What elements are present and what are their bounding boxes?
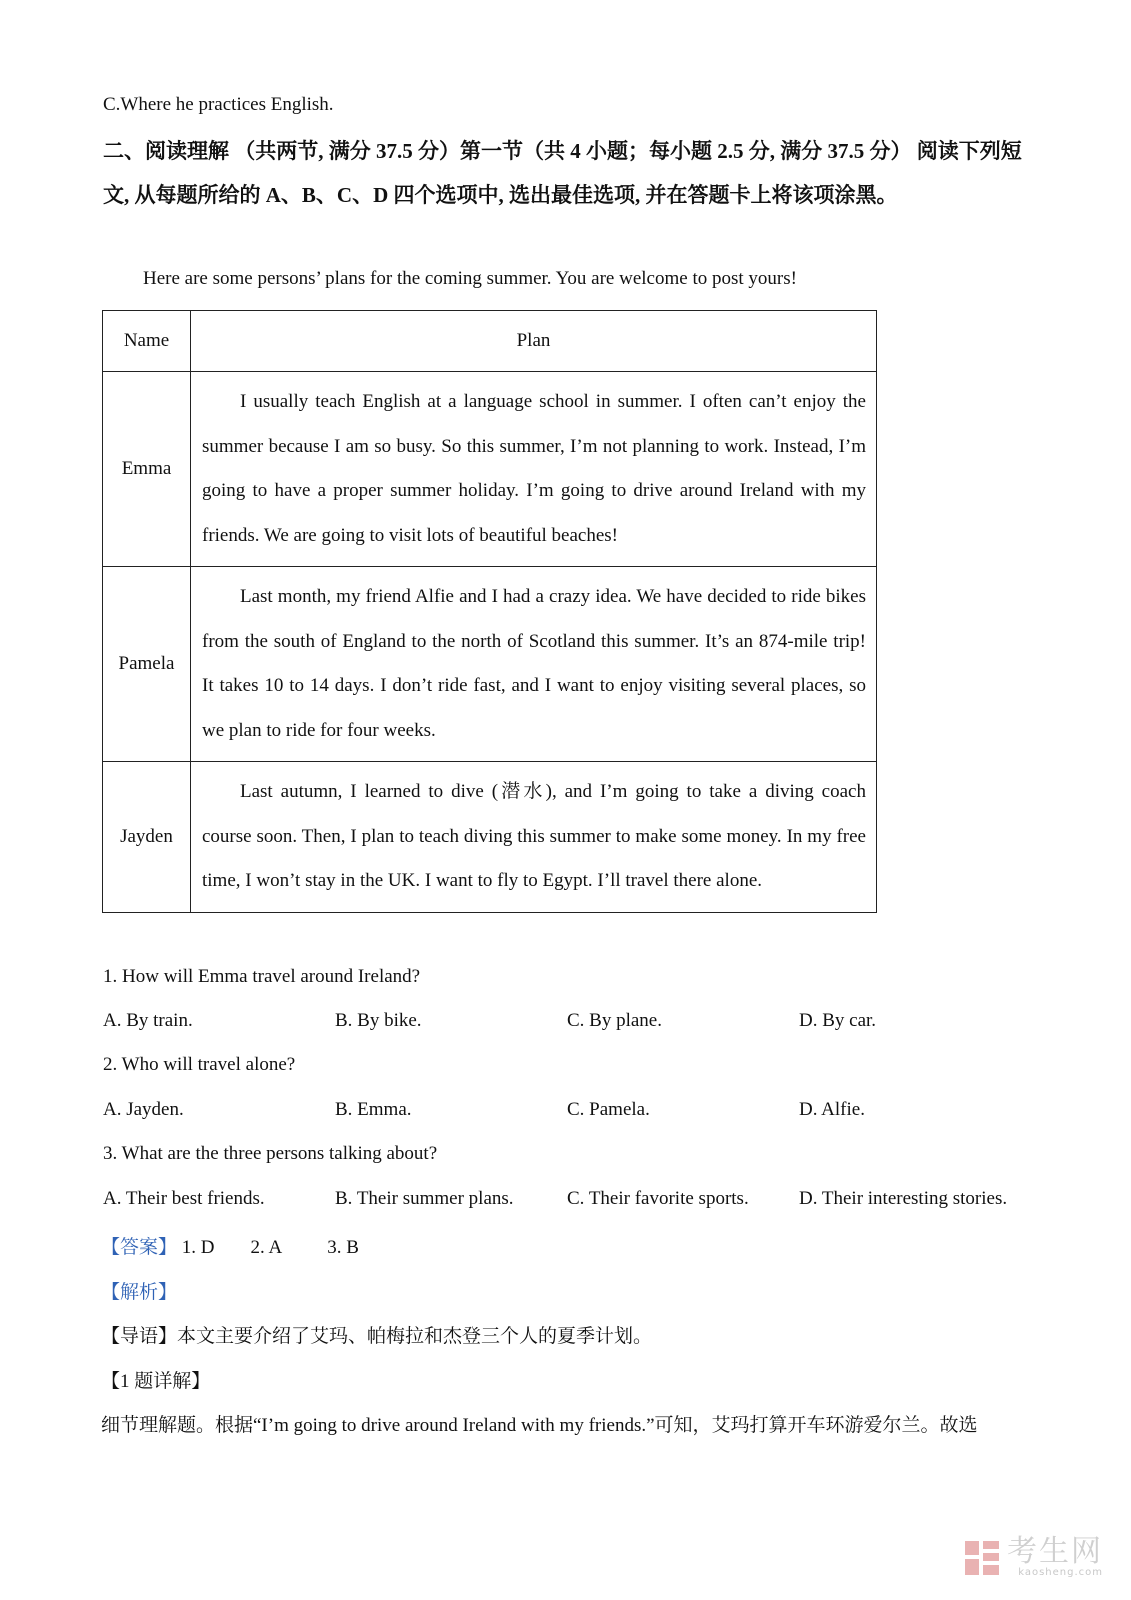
passage-intro: Here are some persons’ plans for the coming summer. You are welcome to post yours! [143,268,797,289]
table-row [103,567,877,762]
table-row [103,372,877,567]
analysis-tag: 【解析】 [101,1282,178,1303]
q3-option-c: C. Their favorite sports. [567,1188,749,1209]
row-plan: Last month, my friend Alfie and I had a crazy idea. We have decided to ride bikes from the south of England to the north of Scotland this summer. It’s an 874-mile trip! It takes 10 to 14 days. I don’t ride fast, and I want to enjoy visiting several places, so we plan to ride for four weeks. [191,567,877,762]
q1-option-d: D. By car. [799,1010,877,1031]
q1-option-a: A. By train. [103,1010,193,1031]
q2-option-d: D. Alfie. [799,1099,865,1120]
watermark-sub: kaosheng.com [1018,1567,1103,1578]
row-plan: Last autumn, I learned to dive (潜水), and I’m going to take a diving coach course soon. Then, I plan to teach diving this summer to make some money. In my free time, I won’t stay in the UK. I want to fly to Egypt. I’ll travel there alone. [191,762,877,913]
answer-line [101,1232,359,1259]
answer-2: 2. A [250,1237,283,1258]
header-name: Name [103,311,191,372]
question-2: 2. Who will travel alone? [103,1054,296,1075]
row-name: Emma [103,372,191,567]
table-header-row [103,311,877,372]
q1-option-c: C. By plane. [567,1010,662,1031]
guide-text: 【导语】本文主要介绍了艾玛、帕梅拉和杰登三个人的夏季计划。 [101,1326,653,1347]
header-plan: Plan [191,311,877,372]
q1-option-b: B. By bike. [335,1010,422,1031]
question-3: 3. What are the three persons talking about? [103,1143,438,1164]
q2-option-b: B. Emma. [335,1099,412,1120]
row-plan: I usually teach English at a language school in summer. I often can’t enjoy the summer because I am so busy. So this summer, I’m not planning to work. Instead, I’m going to have a proper summer holiday. I’m going to drive around Ireland with my friends. We are going to visit lots of beautiful beaches! [191,372,877,567]
watermark-text: 考生网 [1007,1534,1103,1569]
plans-table [102,310,877,913]
table-row [103,762,877,913]
detail-text: 细节理解题。根据“I’m going to drive around Ireland with my friends.”可知，艾玛打算开车环游爱尔兰。故选 [101,1415,978,1436]
question-1: 1. How will Emma travel around Ireland? [103,966,421,987]
answer-1: 1. D [181,1237,215,1258]
q2-option-a: A. Jayden. [103,1099,184,1120]
q3-option-a: A. Their best friends. [103,1188,265,1209]
watermark-logo-icon [965,1541,999,1575]
answer-3: 3. B [327,1237,359,1258]
row-name: Pamela [103,567,191,762]
detail-title: 【1 题详解】 [101,1371,211,1392]
watermark [965,1534,1103,1578]
answer-tag: 【答案】 [101,1237,178,1258]
q3-option-b: B. Their summer plans. [335,1188,514,1209]
q2-option-c: C. Pamela. [567,1099,650,1120]
q3-option-d: D. Their interesting stories. [799,1188,1008,1209]
section-title: 二、阅读理解 （共两节, 满分 37.5 分）第一节（共 4 小题；每小题 2.5 分, 满分 37.5 分） 阅读下列短文, 从每题所给的 A、B、C、D 四个选项中, 选出最佳选项, 并在答题卡上将该项涂黑。 [103,139,1022,207]
row-name: Jayden [103,762,191,913]
previous-question-option: C.Where he practices English. [103,94,334,115]
